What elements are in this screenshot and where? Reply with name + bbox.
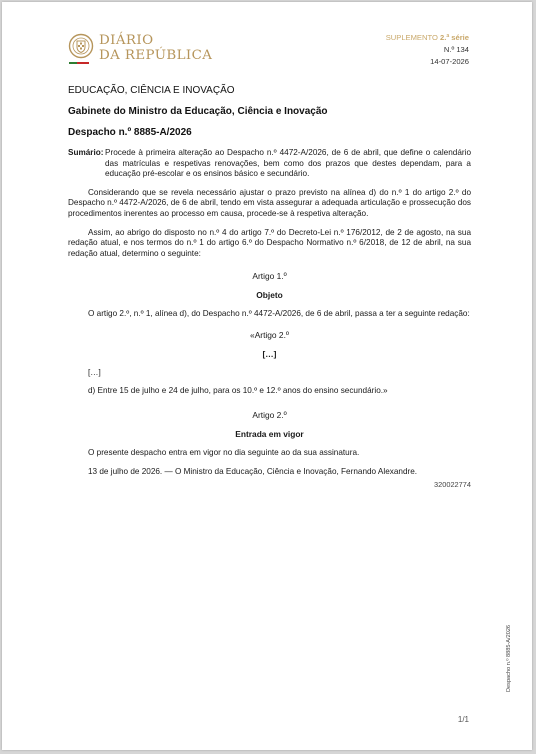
- article-1-text: O artigo 2.º, n.º 1, alínea d), do Despacho n.º 4472-A/2026, de 6 de abril, passa a ter a seguinte redação:: [88, 309, 470, 319]
- issue-date: 14-07-2026: [430, 56, 469, 66]
- vertical-document-id: [495, 616, 512, 694]
- quoted-item-d: d) Entre 15 de julho e 24 de julho, para os 10.º e 12.º anos do ensino secundário.»: [88, 385, 388, 395]
- article-2-title: Entrada em vigor: [235, 429, 304, 440]
- article-1-heading: Artigo 1.º: [252, 271, 287, 282]
- paragraph-considerando: Considerando que se revela necessário ajustar o prazo previsto na alínea d) do n.º 1 do artigo 2.º do Despacho n.º 4472-A/2026, de 6 de abril, tendo em vista assegurar a adequada articulação e prossecução dos procedimentos inerentes ao processo em causa, procede-se à respetiva alteração.: [68, 187, 471, 218]
- issue-meta: [386, 32, 469, 67]
- cabinet-heading: Gabinete do Ministro da Educação, Ciência e Inovação: [68, 106, 328, 117]
- vertical-document-id-text: Despacho n.º 8885-A/2026: [506, 624, 512, 692]
- section-heading: EDUCAÇÃO, CIÊNCIA E INOVAÇÃO: [68, 85, 235, 96]
- article-2-heading: Artigo 2.º: [252, 410, 287, 421]
- reference-number: 320022774: [434, 480, 471, 490]
- paragraph-assim: Assim, ao abrigo do disposto no n.º 4 do artigo 7.º do Decreto-Lei n.º 176/2012, de 2 de agosto, na sua redação atual, e nos termos do n.º 1 do artigo 6.º do Despacho Normativo n.º 6/2018, de 12 de abril, na sua redação atual, determino o seguinte:: [68, 227, 471, 258]
- quoted-article-heading: «Artigo 2.º: [250, 329, 289, 340]
- signature-line: 13 de julho de 2026. — O Ministro da Educação, Ciência e Inovação, Fernando Alexandre.: [88, 466, 418, 476]
- article-1-title: Objeto: [256, 290, 283, 301]
- flag-stripe: [69, 62, 89, 64]
- logo-line-1: DIÁRIO: [99, 33, 154, 48]
- document-page: [2, 2, 532, 750]
- document-title: Despacho n.º 8885-A/2026: [68, 127, 192, 138]
- issue-number: N.º 134: [443, 44, 469, 54]
- logo-text: [99, 33, 212, 63]
- summary-block: [68, 148, 471, 180]
- logo-line-2: DA REPÚBLICA: [99, 48, 213, 63]
- summary-text: Procede à primeira alteração ao Despacho n.º 4472-A/2026, de 6 de abril, que define o calendário das matrículas e respetivas renovações, bem como dos prazos que destes dependam, para a educação pré-escolar e os ensinos básico e secundário.: [105, 148, 471, 179]
- supplement-label: SUPLEMENTO 2.ª série: [385, 33, 469, 42]
- document-body: [68, 84, 471, 490]
- summary-label: Sumário:: [68, 148, 104, 157]
- republic-seal-icon: [68, 33, 94, 63]
- article-2-text: O presente despacho entra em vigor no dia seguinte ao da sua assinatura.: [88, 448, 360, 458]
- quoted-ellipsis: […]: [88, 367, 101, 377]
- quoted-ellipsis-bold: […]: [262, 348, 277, 359]
- supplement-series: 2.ª série: [440, 33, 469, 42]
- page-number: 1/1: [457, 715, 469, 724]
